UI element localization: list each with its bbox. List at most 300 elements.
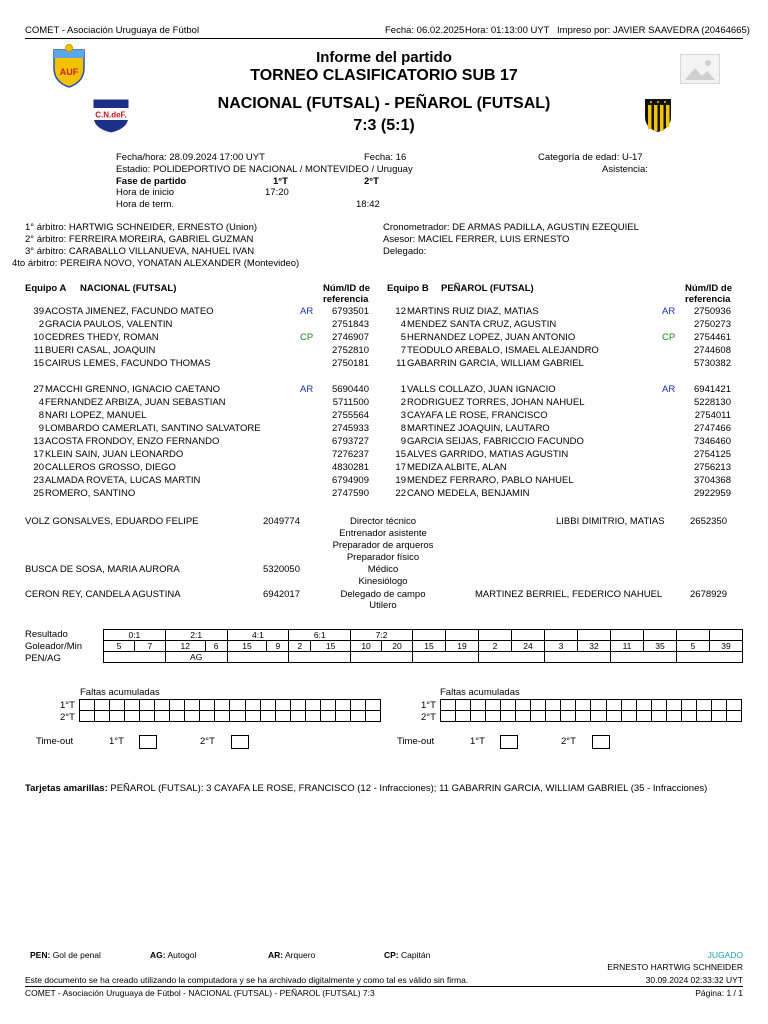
pen-ag-cell: AG (165, 652, 227, 663)
end-time-label: Hora de term. (116, 199, 175, 210)
scoring-table (103, 629, 743, 663)
player-id: 2754011 (694, 410, 731, 421)
foul-cell (245, 700, 260, 711)
foul-cell (636, 700, 651, 711)
foul-cell (260, 700, 275, 711)
player-id: 2746907 (332, 332, 369, 343)
fouls-a-2t: 2°T (60, 712, 75, 723)
pen-ag-cell (413, 652, 479, 663)
result-cell (710, 630, 743, 641)
foul-cell (80, 711, 95, 722)
legend-ag: AG: Autogol (150, 950, 197, 960)
result-cell (578, 630, 611, 641)
player-number: 25 (33, 488, 44, 499)
foul-cell (501, 711, 516, 722)
print-time: Hora: 01:13:00 UYT (465, 25, 550, 36)
player-name: MENDEZ FERRARO, PABLO NAHUEL (407, 475, 574, 486)
player-name: GRACIA PAULOS, VALENTIN (45, 319, 173, 330)
signer-name: ERNESTO HARTWIG SCHNEIDER (607, 962, 743, 972)
player-number: 23 (33, 475, 44, 486)
team-a-name: NACIONAL (FUTSAL) (80, 283, 177, 294)
player-number: 9 (400, 436, 406, 447)
foul-cell (230, 700, 245, 711)
player-id: 6793727 (332, 436, 369, 447)
player-id: 6793501 (332, 306, 369, 317)
foul-cell (456, 700, 471, 711)
foul-cell (486, 711, 501, 722)
phase-2t: 2°T (364, 176, 379, 187)
role-field-delegate: Delegado de campo (340, 589, 426, 600)
timeout-a-2t-label: 2°T (200, 736, 215, 747)
team-b-delegate-name: MARTINEZ BERRIEL, FEDERICO NAHUEL (475, 589, 663, 600)
player-id: 2755564 (332, 410, 369, 421)
player-number: 11 (396, 358, 406, 369)
result-cell (479, 630, 512, 641)
match-status: JUGADO (707, 950, 743, 960)
foul-cell (726, 700, 741, 711)
result-cell (611, 630, 644, 641)
goalkeeper-tag: AR (300, 306, 314, 317)
player-number: 15 (395, 449, 406, 460)
team-a-delegate-id: 6942017 (263, 589, 300, 600)
player-name: LOMBARDO CAMERLATI, SANTINO SALVATORE (45, 423, 261, 434)
yellow-cards-label: Tarjetas amarillas: (25, 783, 108, 794)
team-b-name: PEÑAROL (FUTSAL) (441, 283, 534, 294)
player-name: CAIRUS LEMES, FACUNDO THOMAS (45, 358, 211, 369)
scorer-min-cell: 2 (479, 641, 512, 652)
team-b-id-header1: Núm/ID de (685, 283, 732, 294)
player-number: 4 (400, 319, 406, 330)
foul-cell (275, 700, 290, 711)
foul-cell (546, 700, 561, 711)
fouls-a-label: Faltas acumuladas (80, 687, 160, 698)
foul-cell (576, 700, 591, 711)
foul-cell (290, 711, 305, 722)
foul-cell (185, 711, 200, 722)
legend-ar: AR: Arquero (268, 950, 316, 960)
team-a-coach-name: VOLZ GONSALVES, EDUARDO FELIPE (25, 516, 199, 527)
foul-cell (305, 711, 320, 722)
player-name: ALMADA ROVETA, LUCAS MARTIN (45, 475, 201, 486)
foul-cell (531, 700, 546, 711)
referee-1: 1° árbitro: HARTWIG SCHNEIDER, ERNESTO (Union) (25, 222, 258, 233)
player-name: CALLEROS GROSSO, DIEGO (45, 462, 176, 473)
player-name: MARTINEZ JOAQUIN, LAUTARO (407, 423, 550, 434)
player-id: 5690440 (332, 384, 369, 395)
scorer-min-cell: 11 (611, 641, 644, 652)
player-name: NARI LOPEZ, MANUEL (45, 410, 147, 421)
scorer-min-cell: 5 (677, 641, 710, 652)
team-a-doctor-name: BUSCA DE SOSA, MARIA AURORA (25, 564, 180, 575)
referee-2: 2° árbitro: FERREIRA MOREIRA, GABRIEL GUZMAN (25, 234, 254, 245)
timeout-a-label: Time-out (36, 736, 74, 747)
foul-cell (561, 700, 576, 711)
role-goalkeeper-coach: Preparador de arqueros (332, 540, 434, 551)
scorer-min-cell: 7 (134, 641, 165, 652)
goalkeeper-tag: AR (662, 306, 676, 317)
foul-cell (335, 711, 350, 722)
foul-cell (726, 711, 741, 722)
foul-cell (155, 700, 170, 711)
player-id: 2744608 (694, 345, 731, 356)
foul-cell (170, 711, 185, 722)
attendance: Asistencia: (602, 164, 648, 175)
player-name: CAYAFA LE ROSE, FRANCISCO (407, 410, 548, 421)
fouls-a-1t: 1°T (60, 700, 75, 711)
foul-cell (365, 700, 380, 711)
foul-cell (335, 700, 350, 711)
pen-ag-label: PEN/AG (25, 653, 61, 664)
goalkeeper-tag: AR (662, 384, 676, 395)
player-name: MACCHI GRENNO, IGNACIO CAETANO (45, 384, 221, 395)
foul-cell (666, 711, 681, 722)
report-title: Informe del partido (316, 49, 452, 66)
timekeeper: Cronometrador: DE ARMAS PADILLA, AGUSTIN EZEQUIEL (383, 222, 639, 233)
team-a-label: Equipo A (25, 283, 67, 294)
player-number: 39 (33, 306, 44, 317)
result-cell (446, 630, 479, 641)
player-id: 2745933 (332, 423, 369, 434)
player-id: 2750181 (332, 358, 369, 369)
foul-cell (486, 700, 501, 711)
player-name: ACOSTA FRONDOY, ENZO FERNANDO (45, 436, 220, 447)
validity-note: Este documento se ha creado utilizando la computadora y se ha archivado digitalmente y como tal es válido sin firma. (25, 975, 469, 985)
scorer-min-cell: 32 (578, 641, 611, 652)
foul-cell (711, 711, 726, 722)
foul-cell (215, 700, 230, 711)
player-number: 19 (395, 475, 406, 486)
player-number: 2 (38, 319, 44, 330)
end-time-value: 18:42 (356, 199, 380, 210)
foul-cell (516, 700, 531, 711)
foul-cell (606, 700, 621, 711)
player-number: 2 (400, 397, 406, 408)
phase-label: Fase de partido (116, 176, 187, 187)
org-name: COMET - Asociación Uruguaya de Fútbol (25, 25, 200, 36)
player-name: BUERI CASAL, JOAQUIN (45, 345, 156, 356)
result-label: Resultado (25, 629, 68, 640)
scorer-min-cell: 10 (351, 641, 382, 652)
player-name: RODRIGUEZ TORRES, JOHAN NAHUEL (407, 397, 585, 408)
player-number: 8 (400, 423, 406, 434)
result-cell: 6:1 (289, 630, 351, 641)
legend-pen: PEN: Gol de penal (30, 950, 101, 960)
role-head-coach: Director técnico (350, 516, 416, 527)
player-id: 2751843 (332, 319, 369, 330)
foul-cell (531, 711, 546, 722)
player-name: KLEIN SAIN, JUAN LEONARDO (45, 449, 184, 460)
player-number: 7 (400, 345, 406, 356)
player-name: HERNANDEZ LOPEZ, JUAN ANTONIO (407, 332, 576, 343)
print-date: Fecha: 06.02.2025 (385, 25, 465, 36)
timeout-a-1t-box (139, 735, 157, 749)
foul-cell (200, 711, 215, 722)
team-a-delegate-name: CERON REY, CANDELA AGUSTINA (25, 589, 181, 600)
foul-cell (155, 711, 170, 722)
foul-cell (441, 700, 456, 711)
referee-3: 3° árbitro: CARABALLO VILLANUEVA, NAHUEL IVAN (25, 246, 255, 257)
matchday: Fecha: 16 (364, 152, 407, 163)
result-cell: 0:1 (104, 630, 166, 641)
captain-tag: CP (662, 332, 676, 343)
player-name: CANO MEDELA, BENJAMIN (407, 488, 530, 499)
team-a-id-header2: referencia (323, 294, 369, 305)
scorer-label: Goleador/Min (25, 641, 83, 652)
foul-cell (230, 711, 245, 722)
player-name: ACOSTA JIMENEZ, FACUNDO MATEO (45, 306, 214, 317)
start-time-label: Hora de inicio (116, 187, 175, 198)
foul-cell (681, 700, 696, 711)
footer-match-info: COMET - Asociación Uruguaya de Fútbol - NACIONAL (FUTSAL) - PEÑAROL (FUTSAL) 7:3 (25, 988, 375, 998)
foul-cell (290, 700, 305, 711)
fouls-b-2t: 2°T (421, 712, 436, 723)
foul-cell (245, 711, 260, 722)
player-number: 17 (33, 449, 44, 460)
foul-cell (696, 700, 711, 711)
foul-cell (621, 711, 636, 722)
role-fitness-coach: Preparador físico (346, 552, 420, 563)
foul-cell (350, 711, 365, 722)
player-number: 11 (34, 345, 44, 356)
foul-cell (170, 700, 185, 711)
foul-cell (516, 711, 531, 722)
assessor: Asesor: MACIEL FERRER, LUIS ERNESTO (383, 234, 570, 245)
signed-at: 30.09.2024 02:33:32 UYT (645, 975, 743, 985)
team-b-label: Equipo B (387, 283, 429, 294)
legend-cp: CP: Capitán (384, 950, 431, 960)
foul-cell (501, 700, 516, 711)
foul-cell (80, 700, 95, 711)
team-a-coach-id: 2049774 (263, 516, 300, 527)
scorer-min-cell: 5 (104, 641, 135, 652)
player-id: 2750936 (694, 306, 731, 317)
scorer-min-cell: 9 (267, 641, 289, 652)
foul-cell (140, 711, 155, 722)
match-title: NACIONAL (FUTSAL) - PEÑAROL (FUTSAL) (217, 95, 551, 112)
pen-ag-cell (677, 652, 743, 663)
timeout-a-1t-label: 1°T (109, 736, 124, 747)
player-id: 2750273 (694, 319, 731, 330)
foul-cell (350, 700, 365, 711)
player-id: 7276237 (332, 449, 369, 460)
player-name: VALLS COLLAZO, JUAN IGNACIO (407, 384, 556, 395)
player-number: 8 (38, 410, 44, 421)
player-name: GABARRIN GARCIA, WILLIAM GABRIEL (407, 358, 584, 369)
phase-1t: 1°T (273, 176, 288, 187)
fouls-b-label: Faltas acumuladas (440, 687, 520, 698)
player-id: 2754125 (694, 449, 731, 460)
player-id: 4830281 (332, 462, 369, 473)
team-a-id-header1: Núm/ID de (323, 283, 370, 294)
result-cell (512, 630, 545, 641)
player-number: 4 (38, 397, 44, 408)
page-number: Página: 1 / 1 (695, 988, 743, 998)
match-score: 7:3 (5:1) (353, 117, 415, 134)
foul-cell (260, 711, 275, 722)
timeout-b-label: Time-out (397, 736, 435, 747)
player-id: 5730382 (694, 358, 731, 369)
player-id: 6794909 (332, 475, 369, 486)
scorer-min-cell: 35 (644, 641, 677, 652)
start-time-value: 17:20 (265, 187, 289, 198)
player-name: ROMERO, SANTINO (45, 488, 136, 499)
printed-by: Impreso por: JAVIER SAAVEDRA (20464665) (557, 25, 750, 36)
foul-cell (471, 711, 486, 722)
player-id: 2754461 (694, 332, 731, 343)
player-id: 2922959 (694, 488, 731, 499)
player-number: 15 (33, 358, 44, 369)
player-number: 9 (38, 423, 44, 434)
fouls-a-grid (79, 699, 381, 722)
result-cell: 4:1 (227, 630, 289, 641)
player-id: 2756213 (694, 462, 731, 473)
foul-cell (651, 711, 666, 722)
foul-cell (95, 700, 110, 711)
tournament-title: TORNEO CLASIFICATORIO SUB 17 (250, 67, 518, 84)
scorer-min-cell: 12 (165, 641, 205, 652)
foul-cell (666, 700, 681, 711)
result-cell (644, 630, 677, 641)
foul-cell (681, 711, 696, 722)
player-id: 5228130 (694, 397, 731, 408)
timeout-b-1t-label: 1°T (470, 736, 485, 747)
foul-cell (456, 711, 471, 722)
player-id: 6941421 (694, 384, 731, 395)
scorer-min-cell: 15 (311, 641, 351, 652)
delegate: Delegado: (383, 246, 427, 257)
foul-cell (305, 700, 320, 711)
goalkeeper-tag: AR (300, 384, 314, 395)
player-id: 2752810 (332, 345, 369, 356)
scorer-min-cell: 2 (289, 641, 311, 652)
foul-cell (140, 700, 155, 711)
foul-cell (125, 711, 140, 722)
player-number: 13 (33, 436, 44, 447)
player-id: 2747590 (332, 488, 369, 499)
age-category: Categoría de edad: U-17 (538, 152, 643, 163)
pen-ag-cell (611, 652, 677, 663)
player-name: TEODULO AREBALO, ISMAEL ALEJANDRO (407, 345, 599, 356)
foul-cell (95, 711, 110, 722)
role-physio: Kinesiólogo (358, 576, 408, 587)
player-number: 10 (33, 332, 44, 343)
match-datetime: Fecha/hora: 28.09.2024 17:00 UYT (116, 152, 265, 163)
foul-cell (636, 711, 651, 722)
result-cell (677, 630, 710, 641)
player-id: 2747466 (694, 423, 731, 434)
player-number: 22 (395, 488, 406, 499)
scorer-min-cell: 19 (446, 641, 479, 652)
scorer-min-cell: 15 (413, 641, 446, 652)
player-number: 3 (400, 410, 406, 421)
foul-cell (441, 711, 456, 722)
timeout-b-2t-box (592, 735, 610, 749)
team-b-coach-name: LIBBI DIMITRIO, MATIAS (556, 516, 665, 527)
foul-cell (591, 700, 606, 711)
foul-cell (185, 700, 200, 711)
player-name: MEDIZA ALBITE, ALAN (407, 462, 507, 473)
foul-cell (110, 700, 125, 711)
player-number: 17 (395, 462, 406, 473)
result-cell (545, 630, 578, 641)
yellow-cards (25, 783, 743, 795)
player-number: 27 (33, 384, 44, 395)
foul-cell (621, 700, 636, 711)
foul-cell (591, 711, 606, 722)
pen-ag-cell (104, 652, 166, 663)
foul-cell (320, 711, 335, 722)
pen-ag-cell (227, 652, 289, 663)
player-number: 12 (395, 306, 406, 317)
player-number: 20 (33, 462, 44, 473)
player-name: MARTINS RUIZ DIAZ, MATIAS (407, 306, 539, 317)
result-cell (413, 630, 446, 641)
timeout-a-2t-box (231, 735, 249, 749)
captain-tag: CP (300, 332, 314, 343)
pen-ag-cell (545, 652, 611, 663)
player-id: 7346460 (694, 436, 731, 447)
player-id: 3704368 (694, 475, 731, 486)
player-name: GARCIA SEIJAS, FABRICCIO FACUNDO (407, 436, 584, 447)
role-doctor: Médico (367, 564, 399, 575)
player-number: 1 (400, 384, 406, 395)
foul-cell (561, 711, 576, 722)
player-name: MENDEZ SANTA CRUZ, AGUSTIN (407, 319, 557, 330)
foul-cell (110, 711, 125, 722)
scorer-min-cell: 3 (545, 641, 578, 652)
role-kit-manager: Utilero (369, 600, 397, 611)
foul-cell (696, 711, 711, 722)
pen-ag-cell (351, 652, 413, 663)
scorer-min-cell: 20 (382, 641, 413, 652)
foul-cell (125, 700, 140, 711)
team-b-delegate-id: 2678929 (690, 589, 727, 600)
scorer-min-cell: 6 (205, 641, 227, 652)
foul-cell (365, 711, 380, 722)
scorer-min-cell: 15 (227, 641, 267, 652)
foul-cell (576, 711, 591, 722)
timeout-b-2t-label: 2°T (561, 736, 576, 747)
scorer-min-cell: 24 (512, 641, 545, 652)
svg-text:C.N.deF.: C.N.deF. (95, 110, 127, 120)
stadium: Estadio: POLIDEPORTIVO DE NACIONAL / MONTEVIDEO / Uruguay (116, 164, 413, 175)
player-name: CEDRES THEDY, ROMAN (45, 332, 159, 343)
pen-ag-cell (289, 652, 351, 663)
foul-cell (471, 700, 486, 711)
foul-cell (320, 700, 335, 711)
result-cell: 7:2 (351, 630, 413, 641)
foul-cell (606, 711, 621, 722)
player-name: FERNANDEZ ARBIZA, JUAN SEBASTIAN (45, 397, 226, 408)
foul-cell (546, 711, 561, 722)
player-number: 5 (400, 332, 406, 343)
pen-ag-cell (479, 652, 545, 663)
role-assistant-coach: Entrenador asistente (339, 528, 427, 539)
scorer-min-cell: 39 (710, 641, 743, 652)
foul-cell (215, 711, 230, 722)
player-name: ALVES GARRIDO, MATIAS AGUSTIN (407, 449, 569, 460)
fouls-b-grid (440, 699, 742, 722)
foul-cell (200, 700, 215, 711)
team-b-id-header2: referencia (685, 294, 731, 305)
referee-4: 4to árbitro: PEREIRA NOVO, YONATAN ALEXANDER (Montevideo) (12, 258, 300, 269)
foul-cell (275, 711, 290, 722)
fouls-b-1t: 1°T (421, 700, 436, 711)
yellow-cards-text: PEÑAROL (FUTSAL): 3 CAYAFA LE ROSE, FRANCISCO (12 - Infracciones); 11 GABARRIN GARCIA, WILLIAM GABRIEL (35 - Infracciones) (110, 783, 708, 794)
timeout-b-1t-box (500, 735, 518, 749)
result-cell: 2:1 (165, 630, 227, 641)
foul-cell (711, 700, 726, 711)
